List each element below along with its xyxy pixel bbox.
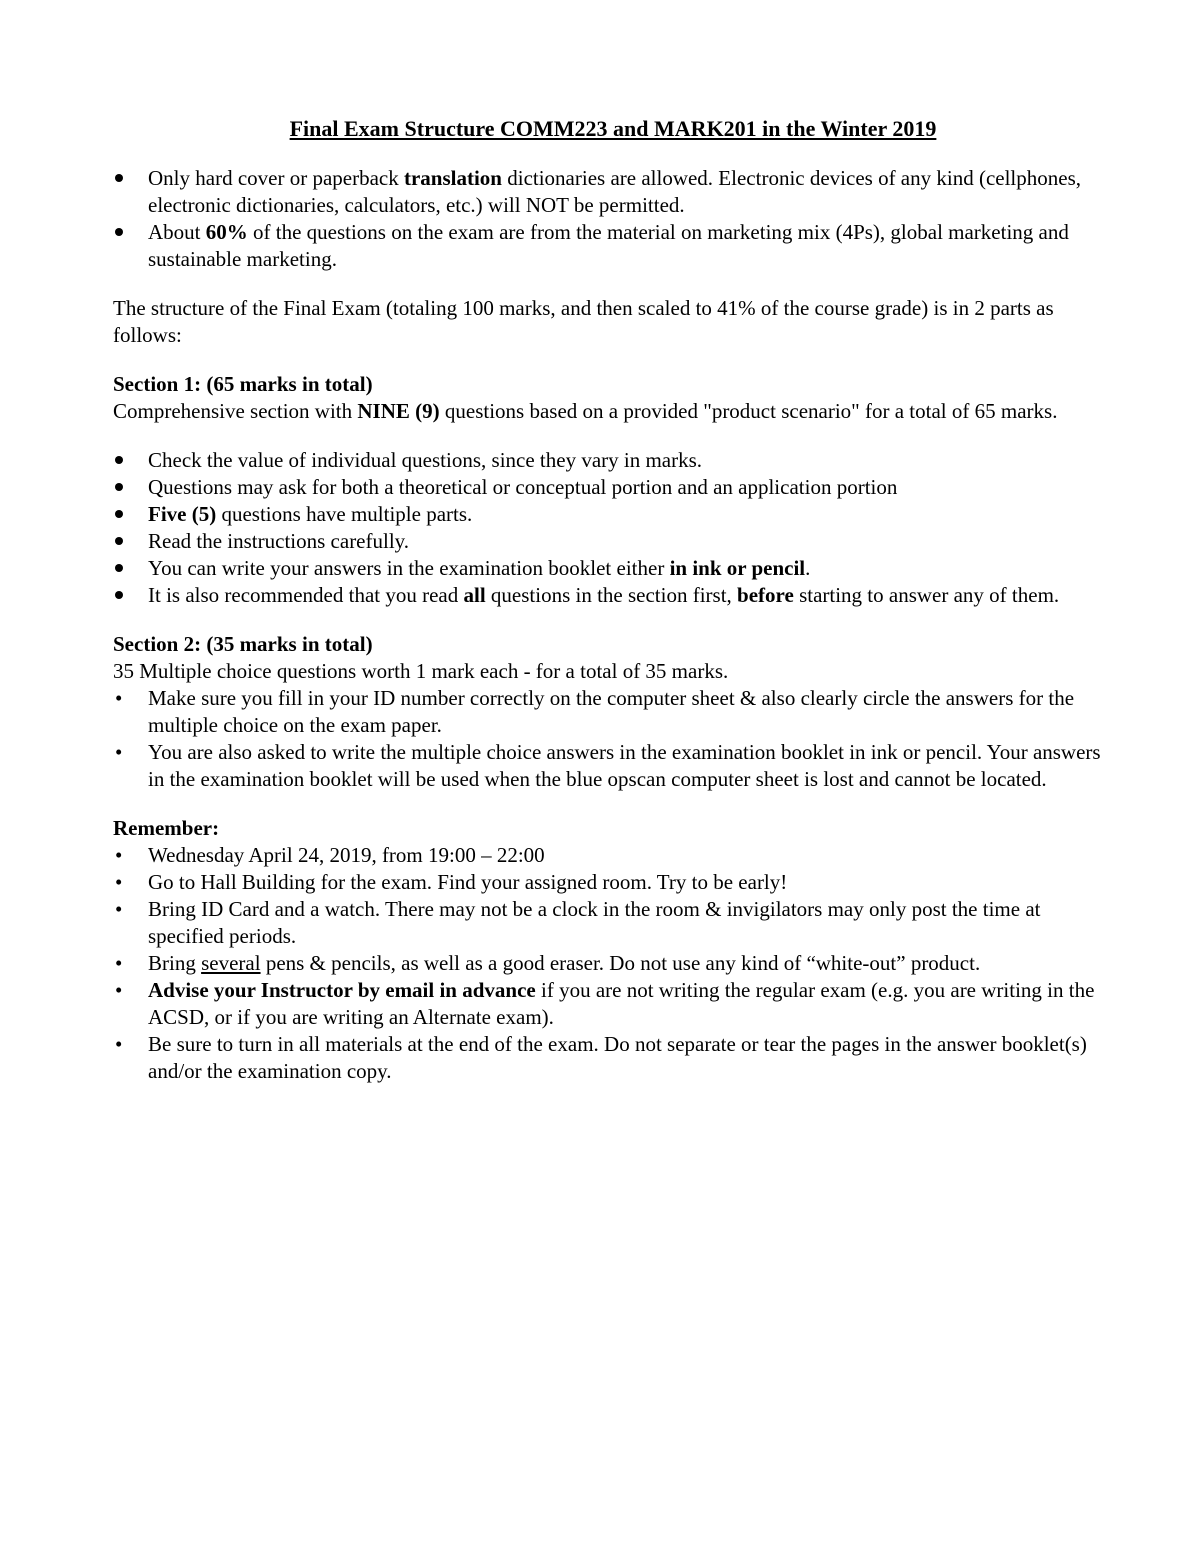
list-item: It is also recommended that you read all questions in the section first, before starting to answer any of them. bbox=[113, 582, 1113, 609]
list-item: Check the value of individual questions, since they vary in marks. bbox=[113, 447, 1113, 474]
list-item: • You are also asked to write the multiple choice answers in the examination booklet in ink or pencil. Your answers in the examination booklet will be used when the blue opscan computer sheet is lost and cannot be located. bbox=[113, 739, 1113, 793]
list-item: Read the instructions carefully. bbox=[113, 528, 1113, 555]
list-item: • Bring several pens & pencils, as well as a good eraser. Do not use any kind of “white-out” product. bbox=[113, 950, 1113, 977]
list-item: • Be sure to turn in all materials at the end of the exam. Do not separate or tear the pages in the answer booklet(s) and/or the examination copy. bbox=[113, 1031, 1113, 1085]
list-item: Only hard cover or paperback translation dictionaries are allowed. Electronic devices of any kind (cellphones, electronic dictionaries, calculators, etc.) will NOT be permitted. bbox=[113, 165, 1113, 219]
list-item: • Wednesday April 24, 2019, from 19:00 – 22:00 bbox=[113, 842, 1113, 869]
list-item: • Make sure you fill in your ID number correctly on the computer sheet & also clearly circle the answers for the multiple choice on the exam paper. bbox=[113, 685, 1113, 739]
section2-heading: Section 2: (35 marks in total) bbox=[113, 632, 373, 656]
remember-heading: Remember: bbox=[113, 816, 220, 840]
list-item: Questions may ask for both a theoretical or conceptual portion and an application portion bbox=[113, 474, 1113, 501]
section2-bullet-list bbox=[113, 685, 1113, 793]
list-item: About 60% of the questions on the exam are from the material on marketing mix (4Ps), global marketing and sustainable marketing. bbox=[113, 219, 1113, 273]
list-item: Five (5) questions have multiple parts. bbox=[113, 501, 1113, 528]
section1-heading: Section 1: (65 marks in total) bbox=[113, 372, 373, 396]
document-page bbox=[113, 112, 1113, 1085]
remember-bullet-list bbox=[113, 842, 1113, 1085]
structure-paragraph: The structure of the Final Exam (totaling 100 marks, and then scaled to 41% of the course grade) is in 2 parts as follows: bbox=[113, 296, 1054, 347]
list-item: • Bring ID Card and a watch. There may not be a clock in the room & invigilators may only post the time at specified periods. bbox=[113, 896, 1113, 950]
list-item: You can write your answers in the examination booklet either in ink or pencil. bbox=[113, 555, 1113, 582]
page-title: Final Exam Structure COMM223 and MARK201 in the Winter 2019 bbox=[289, 116, 937, 141]
intro-bullet-list bbox=[113, 165, 1113, 273]
list-item: • Go to Hall Building for the exam. Find your assigned room. Try to be early! bbox=[113, 869, 1113, 896]
section2-description: 35 Multiple choice questions worth 1 mark each - for a total of 35 marks. bbox=[113, 659, 729, 683]
section1-description: Comprehensive section with NINE (9) questions based on a provided "product scenario" for a total of 65 marks. bbox=[113, 399, 1058, 423]
list-item: • Advise your Instructor by email in advance if you are not writing the regular exam (e.g. you are writing in the ACSD, or if you are writing an Alternate exam). bbox=[113, 977, 1113, 1031]
section1-bullet-list bbox=[113, 447, 1113, 609]
